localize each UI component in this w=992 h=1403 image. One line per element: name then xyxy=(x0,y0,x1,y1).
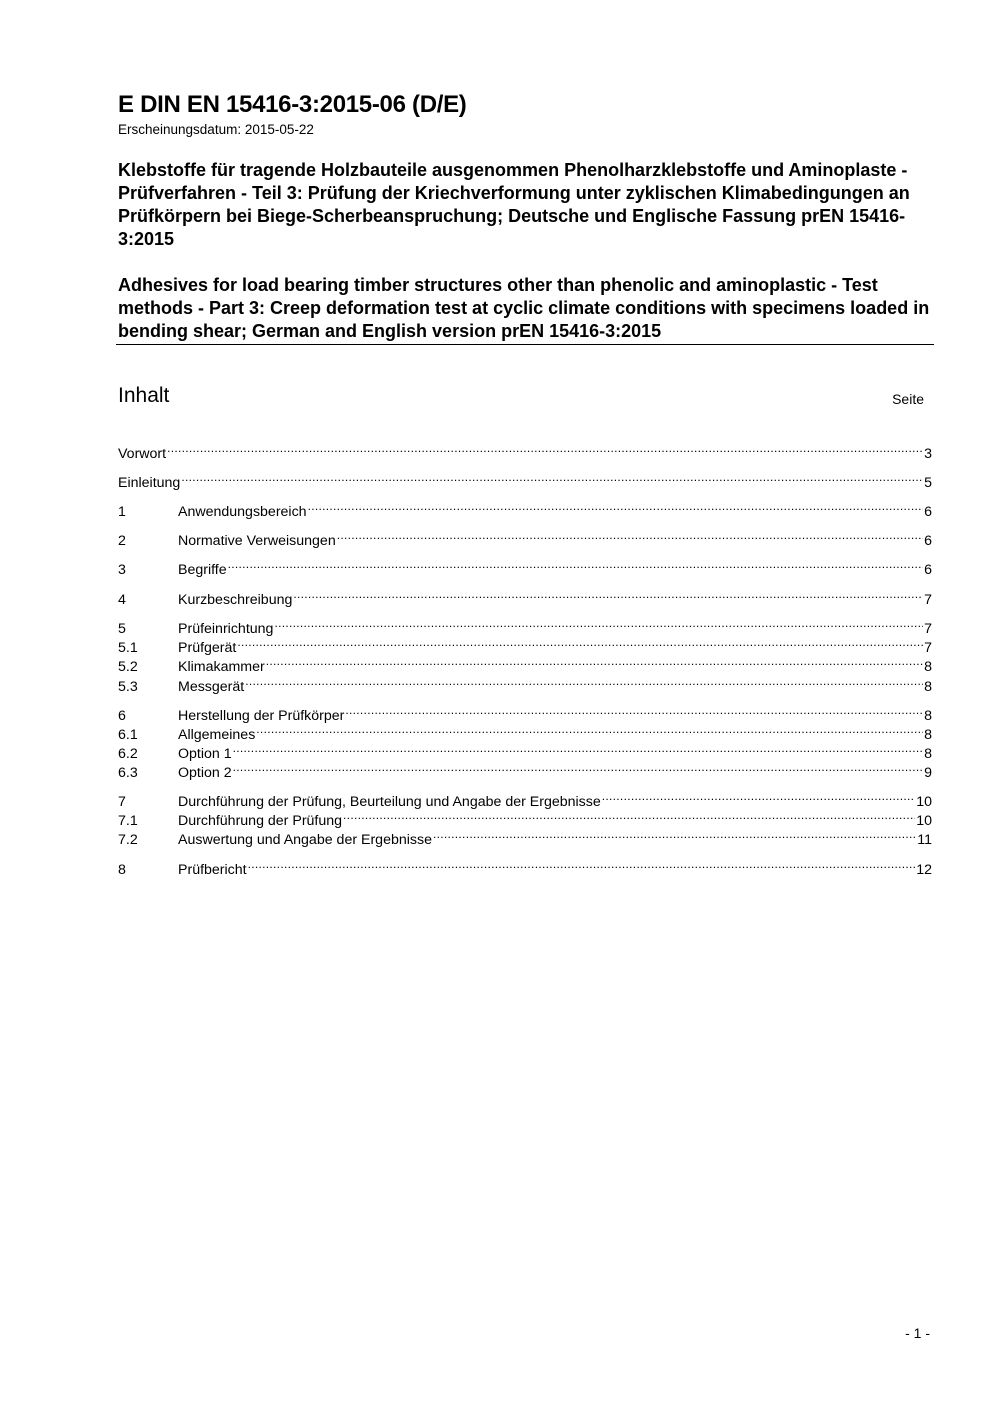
toc-entry-page: 6 xyxy=(924,533,932,549)
toc-entry-title: Einleitung xyxy=(118,475,181,491)
toc-leader-dots xyxy=(248,855,916,874)
toc-entry-page: 8 xyxy=(924,679,932,695)
toc-entry-title: Normative Verweisungen xyxy=(178,533,336,549)
page-number: - 1 - xyxy=(905,1325,930,1341)
title-german: Klebstoffe für tragende Holzbauteile ausgenommen Phenolharzklebstoffe und Aminoplaste - Prüfverfahren - Teil 3: Prüfung der Kriechverformung unter zyklischen Klimabedingungen an Prüfkörpern bei Biege-Scherbeanspruchung; Deutsche und Englische Fassung prEN 15416-3:2015 xyxy=(118,160,910,249)
toc-entry-number: 5.2 xyxy=(118,659,138,675)
toc-entry-page: 6 xyxy=(924,504,932,520)
toc-entry[interactable] xyxy=(118,497,932,520)
toc-entry-title: Option 2 xyxy=(178,765,232,781)
toc-entry-number: 8 xyxy=(118,862,126,878)
toc-entry-title: Messgerät xyxy=(178,679,245,695)
toc-entry-number: 7.1 xyxy=(118,813,138,829)
toc-entry-page: 8 xyxy=(924,746,932,762)
toc-entry-page: 7 xyxy=(924,621,932,637)
publication-date: Erscheinungsdatum: 2015-05-22 xyxy=(118,122,314,137)
document-id: E DIN EN 15416-3:2015-06 (D/E) xyxy=(118,91,467,118)
toc-entry-page: 7 xyxy=(924,592,932,608)
toc-entry-number: 7.2 xyxy=(118,832,138,848)
toc-leader-dots xyxy=(433,825,916,844)
toc-entry-title: Option 1 xyxy=(178,746,232,762)
toc-entry-number: 7 xyxy=(118,794,126,810)
title-divider xyxy=(116,344,934,345)
toc-leader-dots xyxy=(337,526,923,545)
toc-entry-title: Prüfbericht xyxy=(178,862,247,878)
toc-leader-dots xyxy=(181,468,923,487)
toc-entry[interactable] xyxy=(118,672,932,695)
title-english: Adhesives for load bearing timber structures other than phenolic and aminoplastic - Test methods - Part 3: Creep deformation test at cyclic climate conditions with specimens loaded in bending shear; German and English version prEN 15416-3:2015 xyxy=(118,275,930,341)
toc-entry-title: Anwendungsbereich xyxy=(178,504,307,520)
toc-entry-page: 8 xyxy=(924,659,932,675)
toc-entry[interactable] xyxy=(118,855,932,878)
toc-entry-page: 8 xyxy=(924,708,932,724)
toc-leader-dots xyxy=(256,720,923,739)
toc-entry[interactable] xyxy=(118,652,932,675)
toc-entry[interactable] xyxy=(118,526,932,549)
toc-entry-page: 10 xyxy=(916,813,932,829)
toc-entry-title: Durchführung der Prüfung, Beurteilung und Angabe der Ergebnisse xyxy=(178,794,601,810)
toc-leader-dots xyxy=(274,614,923,633)
toc-entry-number: 2 xyxy=(118,533,126,549)
toc-entry-number: 6.1 xyxy=(118,727,138,743)
toc-entry[interactable] xyxy=(118,806,932,829)
toc-entry-page: 12 xyxy=(916,862,932,878)
toc-leader-dots xyxy=(237,633,923,652)
toc-page-label: Seite xyxy=(892,391,924,407)
toc-leader-dots xyxy=(245,672,923,691)
toc-entry[interactable] xyxy=(118,825,932,848)
toc-entry-page: 8 xyxy=(924,727,932,743)
toc-entry-title: Herstellung der Prüfkörper xyxy=(178,708,345,724)
toc-leader-dots xyxy=(343,806,915,825)
toc-entry[interactable] xyxy=(118,787,932,810)
toc-leader-dots xyxy=(228,555,923,574)
toc-entry-number: 4 xyxy=(118,592,126,608)
toc-entry-number: 5.3 xyxy=(118,679,138,695)
toc-entry-page: 9 xyxy=(924,765,932,781)
toc-entry-title: Allgemeines xyxy=(178,727,256,743)
toc-leader-dots xyxy=(233,739,923,758)
toc-entry-title: Begriffe xyxy=(178,562,227,578)
toc-entry[interactable] xyxy=(118,468,932,491)
toc-leader-dots xyxy=(266,652,923,671)
toc-entry[interactable] xyxy=(118,585,932,608)
toc-entry[interactable] xyxy=(118,739,932,762)
toc-entry[interactable] xyxy=(118,758,932,781)
toc-entry-page: 3 xyxy=(924,446,932,462)
toc-leader-dots xyxy=(293,585,923,604)
toc-entry[interactable] xyxy=(118,720,932,743)
toc-entry-title: Vorwort xyxy=(118,446,167,462)
toc-entry-number: 6.3 xyxy=(118,765,138,781)
toc-entry-page: 7 xyxy=(924,640,932,656)
toc-entry-title: Durchführung der Prüfung xyxy=(178,813,343,829)
toc-leader-dots xyxy=(308,497,924,516)
toc-entry[interactable] xyxy=(118,555,932,578)
toc-entry-number: 1 xyxy=(118,504,126,520)
toc-entry[interactable] xyxy=(118,701,932,724)
toc-leader-dots xyxy=(167,439,923,458)
toc-entry-title: Prüfeinrichtung xyxy=(178,621,274,637)
toc-entry[interactable] xyxy=(118,614,932,637)
toc-leader-dots xyxy=(602,787,915,806)
toc-leader-dots xyxy=(233,758,923,777)
toc-entry-number: 5 xyxy=(118,621,126,637)
toc-entry-title: Kurzbeschreibung xyxy=(178,592,293,608)
toc-entry-page: 10 xyxy=(916,794,932,810)
toc-entry-page: 5 xyxy=(924,475,932,491)
toc-entry-page: 6 xyxy=(924,562,932,578)
toc-entry-number: 3 xyxy=(118,562,126,578)
toc-heading: Inhalt xyxy=(118,384,170,407)
toc-entry[interactable] xyxy=(118,633,932,656)
toc-entry-number: 5.1 xyxy=(118,640,138,656)
toc-entry-page: 11 xyxy=(917,832,932,848)
toc-entry-title: Auswertung und Angabe der Ergebnisse xyxy=(178,832,432,848)
toc-entry-title: Prüfgerät xyxy=(178,640,237,656)
toc-entry-title: Klimakammer xyxy=(178,659,265,675)
toc-leader-dots xyxy=(345,701,923,720)
toc-entry-number: 6.2 xyxy=(118,746,138,762)
toc-entry[interactable] xyxy=(118,439,932,462)
toc-entry-number: 6 xyxy=(118,708,126,724)
